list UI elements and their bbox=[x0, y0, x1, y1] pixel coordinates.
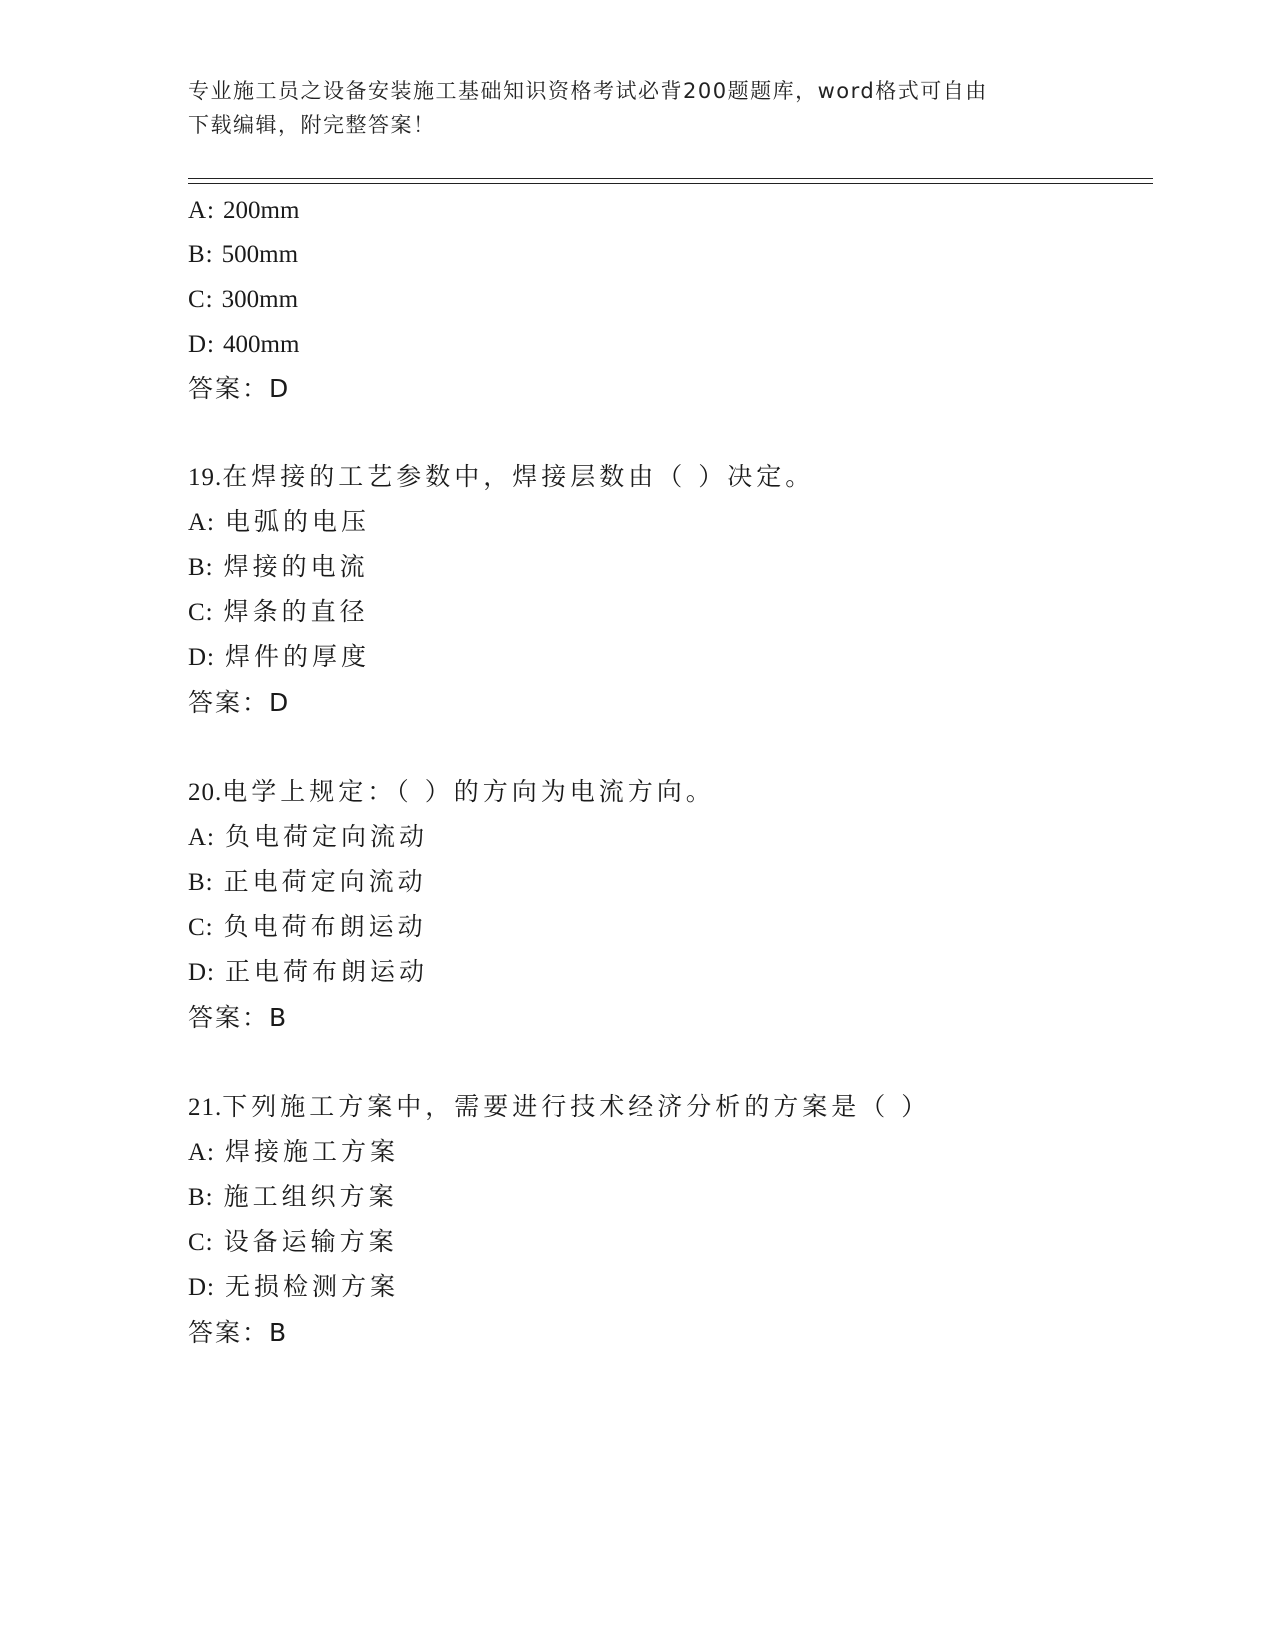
option-text: 焊条的直径 bbox=[223, 597, 369, 626]
document-header bbox=[188, 74, 1088, 142]
question-number: 21. bbox=[188, 1094, 223, 1121]
option-text: 无损检测方案 bbox=[225, 1272, 400, 1301]
option-letter: A: bbox=[188, 197, 215, 224]
header-line-2: 下载编辑，附完整答案！ bbox=[188, 113, 436, 137]
q20-option-a bbox=[188, 820, 428, 855]
q18-option-c bbox=[188, 282, 298, 317]
q18-answer: 答案：D bbox=[188, 374, 291, 403]
question-number: 20. bbox=[188, 779, 223, 806]
option-text: 正电荷布朗运动 bbox=[225, 957, 429, 986]
option-letter: B: bbox=[188, 1184, 214, 1211]
q19-option-b bbox=[188, 550, 369, 585]
header-double-rule bbox=[188, 178, 1153, 184]
option-text: 300mm bbox=[221, 286, 299, 313]
option-text: 设备运输方案 bbox=[223, 1227, 398, 1256]
option-letter: C: bbox=[188, 914, 214, 941]
option-text: 施工组织方案 bbox=[223, 1182, 398, 1211]
option-letter: A: bbox=[188, 509, 215, 536]
option-text: 200mm bbox=[223, 197, 300, 224]
q21-stem bbox=[188, 1090, 930, 1125]
option-text: 焊接施工方案 bbox=[225, 1137, 400, 1166]
q20-option-d bbox=[188, 955, 428, 990]
option-letter: B: bbox=[188, 554, 214, 581]
option-letter: B: bbox=[188, 241, 214, 268]
q18-option-a bbox=[188, 193, 299, 228]
option-letter: C: bbox=[188, 1229, 214, 1256]
option-letter: D: bbox=[188, 644, 215, 671]
q18-option-d bbox=[188, 327, 299, 362]
question-number: 19. bbox=[188, 464, 223, 491]
option-text: 400mm bbox=[223, 331, 300, 358]
option-text: 焊件的厚度 bbox=[225, 642, 371, 671]
option-text: 500mm bbox=[221, 241, 299, 268]
option-text: 负电荷布朗运动 bbox=[223, 912, 427, 941]
option-text: 电弧的电压 bbox=[225, 507, 371, 536]
option-letter: B: bbox=[188, 869, 214, 896]
q21-answer: 答案：B bbox=[188, 1318, 289, 1347]
question-text: 下列施工方案中，需要进行技术经济分析的方案是（ ） bbox=[222, 1092, 931, 1121]
q19-option-c bbox=[188, 595, 369, 630]
q21-option-a bbox=[188, 1135, 399, 1170]
q19-option-a bbox=[188, 505, 370, 540]
option-letter: D: bbox=[188, 331, 215, 358]
option-letter: D: bbox=[188, 959, 215, 986]
q19-answer: 答案：D bbox=[188, 688, 291, 717]
option-letter: A: bbox=[188, 1139, 215, 1166]
option-letter: C: bbox=[188, 286, 214, 313]
q20-option-b bbox=[188, 865, 427, 900]
option-text: 负电荷定向流动 bbox=[225, 822, 429, 851]
option-letter: D: bbox=[188, 1274, 215, 1301]
q19-option-d bbox=[188, 640, 370, 675]
question-text: 电学上规定：（ ）的方向为电流方向。 bbox=[222, 777, 715, 806]
q21-option-c bbox=[188, 1225, 398, 1260]
q21-option-d bbox=[188, 1270, 399, 1305]
q20-answer: 答案：B bbox=[188, 1003, 289, 1032]
q21-option-b bbox=[188, 1180, 398, 1215]
option-text: 焊接的电流 bbox=[223, 552, 369, 581]
option-letter: C: bbox=[188, 599, 214, 626]
header-line-1: 专业施工员之设备安装施工基础知识资格考试必背200题题库，word格式可自由 bbox=[188, 79, 988, 103]
q18-option-b bbox=[188, 237, 298, 272]
option-text: 正电荷定向流动 bbox=[223, 867, 427, 896]
q19-stem bbox=[188, 460, 814, 495]
option-letter: A: bbox=[188, 824, 215, 851]
q20-stem bbox=[188, 775, 715, 810]
q20-option-c bbox=[188, 910, 427, 945]
question-text: 在焊接的工艺参数中，焊接层数由（ ）决定。 bbox=[222, 462, 815, 491]
